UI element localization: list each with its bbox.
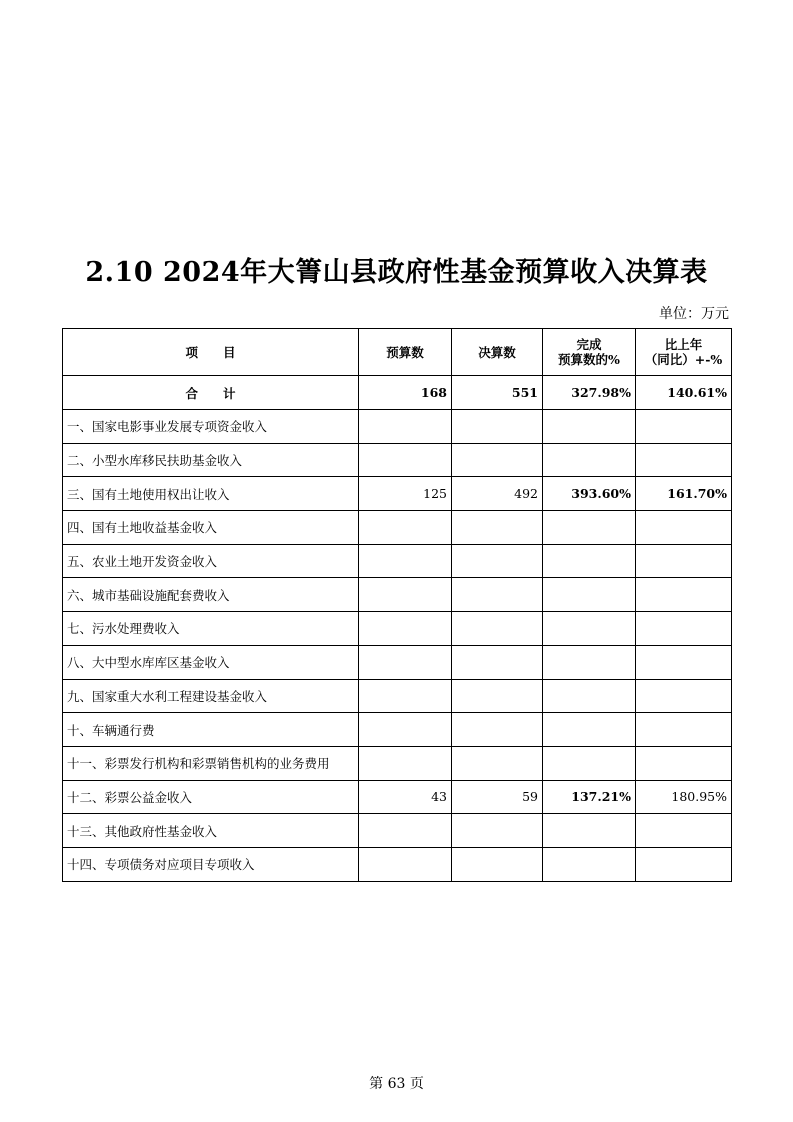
row-name: 十四、专项债务对应项目专项收入 [63,847,359,881]
row-budget: 125 [359,477,452,511]
table-row [63,679,732,713]
row-name: 六、城市基础设施配套费收入 [63,578,359,612]
row-completion: 393.60% [543,477,636,511]
row-completion [543,847,636,881]
row-budget [359,612,452,646]
header-budget: 预算数 [359,329,452,376]
total-actual: 551 [452,376,543,410]
row-budget [359,443,452,477]
table-row [63,410,732,444]
row-actual [452,679,543,713]
row-budget [359,847,452,881]
header-yoy: 比上年 （同比）+-% [636,329,732,376]
row-yoy [636,410,732,444]
row-name: 四、国有土地收益基金收入 [63,511,359,545]
row-completion: 137.21% [543,780,636,814]
row-completion [543,511,636,545]
row-actual [452,746,543,780]
budget-table [62,328,732,882]
table-row [63,578,732,612]
row-yoy: 161.70% [636,477,732,511]
table-row [63,780,732,814]
row-actual [452,544,543,578]
row-yoy [636,814,732,848]
row-budget: 43 [359,780,452,814]
row-actual [452,645,543,679]
row-yoy [636,443,732,477]
row-yoy [636,612,732,646]
row-budget [359,679,452,713]
row-name: 十、车辆通行费 [63,713,359,747]
row-yoy: 180.95% [636,780,732,814]
row-actual [452,410,543,444]
table-row [63,814,732,848]
row-name: 十三、其他政府性基金收入 [63,814,359,848]
row-name: 十一、彩票发行机构和彩票销售机构的业务费用 [63,746,359,780]
row-actual [452,443,543,477]
page-title: 2.10 2024年大箐山县政府性基金预算收入决算表 [85,257,708,288]
row-actual [452,578,543,612]
total-completion: 327.98% [543,376,636,410]
row-budget [359,511,452,545]
row-budget [359,814,452,848]
row-budget [359,544,452,578]
unit-label: 单位：万元 [659,306,729,322]
row-budget [359,645,452,679]
table-body [63,410,732,882]
header-completion: 完成 预算数的% [543,329,636,376]
row-actual [452,511,543,545]
row-yoy [636,578,732,612]
row-name: 五、农业土地开发资金收入 [63,544,359,578]
total-yoy: 140.61% [636,376,732,410]
row-actual [452,847,543,881]
row-budget [359,410,452,444]
row-name: 八、大中型水库库区基金收入 [63,645,359,679]
row-completion [543,679,636,713]
header-actual: 决算数 [452,329,543,376]
row-completion [543,746,636,780]
row-actual [452,713,543,747]
row-completion [543,410,636,444]
row-yoy [636,746,732,780]
table-row [63,746,732,780]
row-yoy [636,511,732,545]
row-budget [359,746,452,780]
row-completion [543,544,636,578]
table-header-row [63,329,732,376]
row-budget [359,713,452,747]
table-row [63,511,732,545]
table-row [63,713,732,747]
row-actual: 492 [452,477,543,511]
row-yoy [636,679,732,713]
row-completion [543,645,636,679]
row-completion [543,443,636,477]
row-budget [359,578,452,612]
table-row [63,544,732,578]
row-name: 九、国家重大水利工程建设基金收入 [63,679,359,713]
table-row [63,612,732,646]
total-budget: 168 [359,376,452,410]
row-name: 七、污水处理费收入 [63,612,359,646]
row-yoy [636,645,732,679]
row-yoy [636,544,732,578]
table-row [63,645,732,679]
row-completion [543,578,636,612]
table-row [63,477,732,511]
row-actual [452,612,543,646]
header-item: 项 目 [63,329,359,376]
row-actual [452,814,543,848]
row-name: 十二、彩票公益金收入 [63,780,359,814]
total-row [63,376,732,410]
row-yoy [636,847,732,881]
total-label: 合 计 [63,376,359,410]
table-row [63,847,732,881]
row-completion [543,713,636,747]
row-actual: 59 [452,780,543,814]
row-name: 一、国家电影事业发展专项资金收入 [63,410,359,444]
page-number: 第 63 页 [369,1076,424,1092]
row-name: 三、国有土地使用权出让收入 [63,477,359,511]
table-row [63,443,732,477]
row-yoy [636,713,732,747]
row-name: 二、小型水库移民扶助基金收入 [63,443,359,477]
row-completion [543,612,636,646]
row-completion [543,814,636,848]
